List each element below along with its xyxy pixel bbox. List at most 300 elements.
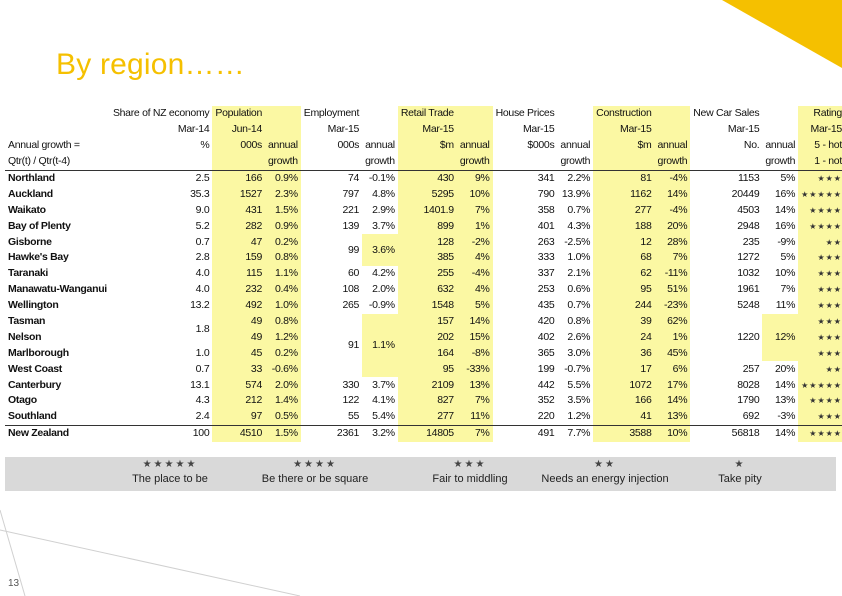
table-cell: 4% [457, 250, 493, 266]
table-cell: 1790 [737, 394, 760, 407]
legend-item [250, 457, 380, 485]
table-cell: 1% [457, 218, 493, 234]
table-cell: 20% [655, 218, 691, 234]
header-cell: Population [212, 106, 265, 122]
table-cell: 1548 [398, 298, 457, 314]
header-row [5, 138, 842, 154]
table-cell: -2% [457, 234, 493, 250]
table-cell: 3.6% [362, 234, 398, 266]
table-cell: 1401.9 [398, 202, 457, 218]
table-cell: 5.2 [195, 219, 210, 232]
table-cell: 16% [774, 219, 796, 232]
header-cell [457, 122, 493, 138]
table-cell: 253 [537, 283, 555, 296]
table-cell: 574 [212, 377, 265, 393]
table-cell: 166 [212, 170, 265, 186]
region-name: Canterbury [8, 378, 62, 391]
table-cell: 3.7% [372, 219, 395, 232]
table-row [5, 361, 842, 377]
header-cell [362, 106, 398, 122]
header-cell: Construction [593, 106, 654, 122]
table-cell: 20449 [731, 187, 760, 200]
header-cell: growth [762, 154, 798, 170]
table-cell: 5.4% [372, 410, 395, 423]
table-cell: 49 [212, 329, 265, 345]
region-name: Hawke's Bay [8, 251, 69, 264]
table-cell: 402 [537, 330, 555, 343]
table-cell: 14% [655, 186, 691, 202]
table-cell: 15% [457, 329, 493, 345]
table-cell: 11% [775, 299, 796, 312]
table-row [5, 202, 842, 218]
table-cell: 265 [342, 299, 360, 312]
table-cell: 81 [593, 170, 654, 186]
table-cell: 108 [342, 283, 360, 296]
table-cell: 13.9% [561, 187, 591, 200]
table-cell: 17 [593, 361, 654, 377]
table-cell: 115 [212, 266, 265, 282]
header-cell: growth [265, 154, 301, 170]
table-cell: 2.9% [372, 203, 395, 216]
table-row [5, 314, 842, 330]
table-cell: 13% [457, 377, 493, 393]
table-cell: 365 [537, 346, 555, 359]
table-cell: 5% [780, 251, 796, 264]
rating-stars: ★★★★ [798, 425, 842, 441]
table-cell: 1527 [212, 186, 265, 202]
header-cell [655, 122, 691, 138]
header-cell [457, 106, 493, 122]
rating-stars: ★★★★★ [798, 377, 842, 393]
header-row [5, 122, 842, 138]
header-cell: Qtr(t) / Qtr(t-4) [5, 154, 110, 170]
table-cell: 692 [742, 410, 760, 423]
table-cell: 0.9% [265, 170, 301, 186]
header-cell [655, 106, 691, 122]
header-cell [398, 154, 457, 170]
table-cell: 20% [774, 362, 796, 375]
table-row [5, 234, 842, 250]
table-cell: 420 [537, 315, 555, 328]
table-cell: 95 [593, 282, 654, 298]
table-cell: 13% [774, 394, 796, 407]
header-cell [265, 106, 301, 122]
table-cell: 244 [593, 298, 654, 314]
region-name: New Zealand [5, 425, 110, 441]
table-row [5, 266, 842, 282]
table-cell: 492 [212, 298, 265, 314]
table-row [5, 218, 842, 234]
rating-stars: ★★★ [798, 170, 842, 186]
table-cell: 1153 [737, 172, 760, 184]
rating-stars: ★★★ [798, 266, 842, 282]
table-cell: 36 [593, 345, 654, 361]
table-row [5, 393, 842, 409]
region-name: Wellington [8, 299, 59, 312]
table-cell: 0.8% [567, 315, 591, 328]
region-name: Northland [8, 172, 55, 184]
header-cell [301, 154, 362, 170]
rating-stars: ★★★★ [798, 393, 842, 409]
table-cell: 12% [762, 314, 798, 362]
table-cell: 4.2% [372, 267, 395, 280]
region-name: Tasman [8, 315, 46, 328]
legend-item [405, 457, 535, 485]
region-name: Gisborne [8, 235, 52, 248]
table-cell: 0.8% [265, 250, 301, 266]
table-cell: 277 [593, 202, 654, 218]
table-cell: -4% [655, 170, 691, 186]
region-table [5, 106, 842, 442]
table-cell: 337 [537, 267, 555, 280]
table-cell: 4503 [737, 203, 760, 216]
table-cell: 128 [398, 234, 457, 250]
header-cell: annual [457, 138, 493, 154]
header-cell: $m [593, 138, 654, 154]
table-cell: 1162 [593, 186, 654, 202]
header-cell: 1 - not [798, 154, 842, 170]
table-cell: 13% [655, 409, 691, 425]
header-cell: Mar-15 [398, 122, 457, 138]
header-cell: 5 - hot [798, 138, 842, 154]
table-cell: 1.4% [265, 393, 301, 409]
table-cell: -23% [655, 298, 691, 314]
table-cell: 221 [342, 203, 360, 216]
header-cell: Mar-15 [522, 123, 555, 136]
table-cell: 3.5% [567, 394, 591, 407]
table-cell: 442 [537, 378, 555, 391]
table-cell: 255 [398, 266, 457, 282]
table-cell: 9.0 [195, 203, 210, 216]
region-name: Bay of Plenty [8, 219, 71, 232]
region-name: Taranaki [8, 267, 49, 280]
table-cell: 5248 [737, 299, 760, 312]
header-cell [690, 154, 762, 170]
table-cell: 385 [398, 250, 457, 266]
table-cell: 341 [537, 172, 555, 184]
table-cell: 2.2% [567, 172, 591, 184]
table-cell: 91 [348, 338, 360, 351]
table-cell: -33% [457, 361, 493, 377]
rating-stars: ★★★ [798, 329, 842, 345]
table-cell: 257 [742, 362, 760, 375]
table-cell: 0.7% [567, 203, 591, 216]
table-cell: 5% [457, 298, 493, 314]
table-cell: 1.0% [567, 251, 591, 264]
table-cell: 13.2 [190, 299, 210, 312]
table-cell: 232 [212, 282, 265, 298]
table-cell: 35.3 [190, 187, 210, 200]
header-cell: growth [557, 154, 593, 170]
table-cell: -0.1% [368, 172, 395, 184]
header-cell: annual [655, 138, 691, 154]
header-cell: Retail Trade [398, 106, 457, 122]
table-cell: 14% [655, 393, 691, 409]
table-cell: 235 [742, 235, 760, 248]
rating-stars: ★★ [798, 234, 842, 250]
table-cell: 1220 [737, 330, 760, 343]
header-cell: annual [560, 139, 591, 152]
rating-stars: ★★★ [798, 250, 842, 266]
table-cell: 5.5% [567, 378, 591, 391]
table-cell: 1272 [737, 251, 760, 264]
table-cell: 4.0 [195, 267, 210, 280]
table-cell: 33 [212, 361, 265, 377]
table-cell: 14805 [398, 425, 457, 441]
table-cell: 55 [348, 410, 360, 423]
region-name: Auckland [8, 187, 53, 200]
table-cell: 49 [212, 314, 265, 330]
legend-text: Take pity [718, 473, 762, 485]
header-cell: Rating [798, 106, 842, 122]
header-cell: annual [765, 139, 796, 152]
rating-stars: ★★★★ [798, 218, 842, 234]
table-cell: 62% [655, 314, 691, 330]
legend-stars: ★ [734, 459, 746, 470]
rating-stars: ★★★★★ [798, 186, 842, 202]
table-cell: 122 [342, 394, 360, 407]
table-cell: 6% [655, 361, 691, 377]
table-cell: 41 [593, 409, 654, 425]
header-cell: % [200, 139, 210, 152]
table-cell: 10% [457, 186, 493, 202]
table-cell: 0.7 [195, 362, 210, 375]
table-cell: 16% [774, 187, 796, 200]
header-cell: 000s [212, 138, 265, 154]
table-cell: 159 [212, 250, 265, 266]
table-cell: 330 [342, 378, 360, 391]
table-cell: 164 [398, 345, 457, 361]
table-row [5, 425, 842, 441]
header-cell: annual [265, 138, 301, 154]
rating-stars: ★★★★ [798, 202, 842, 218]
table-cell: 282 [212, 218, 265, 234]
table-row [5, 250, 842, 266]
table-cell: -4% [457, 266, 493, 282]
table-cell: 68 [593, 250, 654, 266]
table-cell: 333 [537, 251, 555, 264]
table-cell: 0.6% [567, 283, 591, 296]
table-cell: 100 [110, 425, 212, 441]
header-cell: annual [365, 139, 395, 152]
table-cell: 39 [593, 314, 654, 330]
header-cell [362, 122, 398, 138]
table-cell: 1.2% [567, 410, 591, 423]
legend-item [530, 457, 680, 485]
table-cell: 790 [537, 187, 555, 200]
table-cell: 7.7% [557, 425, 593, 441]
region-name: West Coast [8, 362, 62, 375]
header-cell [557, 106, 593, 122]
table-cell: 4.1% [372, 394, 395, 407]
table-cell: 212 [212, 393, 265, 409]
table-cell: 9% [457, 170, 493, 186]
header-cell [762, 122, 798, 138]
table-cell: 1.0% [265, 298, 301, 314]
slide-title: By region…… [56, 48, 245, 81]
table-cell: 2109 [398, 377, 457, 393]
header-cell: $000s [527, 139, 555, 152]
table-cell: 2.1% [567, 267, 591, 280]
table-cell: 188 [593, 218, 654, 234]
table-cell: -3% [777, 410, 796, 423]
header-cell: House Prices [495, 107, 555, 120]
table-cell: 24 [593, 329, 654, 345]
legend-text: Fair to middling [432, 473, 508, 485]
table-cell: 47 [212, 234, 265, 250]
table-cell: 157 [398, 314, 457, 330]
table-cell: 430 [398, 170, 457, 186]
table-cell: 0.7% [567, 299, 591, 312]
region-name: Marlborough [8, 346, 69, 359]
table-cell: 491 [493, 425, 558, 441]
table-cell: -0.9% [368, 299, 395, 312]
header-cell: 000s [337, 139, 360, 152]
table-cell: 4.0 [195, 283, 210, 296]
header-cell [762, 106, 798, 122]
table-cell: 435 [537, 299, 555, 312]
header-cell: growth [457, 154, 493, 170]
header-cell: Mar-15 [798, 122, 842, 138]
table-cell: 14% [762, 425, 798, 441]
table-cell: 14% [457, 314, 493, 330]
table-cell: 1.2% [265, 329, 301, 345]
table-cell: 4.3 [195, 394, 210, 407]
table-cell: 10% [655, 425, 691, 441]
header-cell [110, 154, 212, 170]
table-cell: 3.0% [567, 346, 591, 359]
table-cell: 1.0 [195, 346, 210, 359]
table-row [5, 377, 842, 393]
table-cell: 5% [780, 172, 796, 184]
table-row [5, 186, 842, 202]
table-cell: 60 [348, 267, 360, 280]
header-row [5, 106, 842, 122]
table-cell: 28% [655, 234, 691, 250]
header-cell: $m [398, 138, 457, 154]
table-cell: 1% [655, 329, 691, 345]
table-cell: 10% [774, 267, 796, 280]
header-cell [5, 122, 110, 138]
table-cell: 0.9% [265, 218, 301, 234]
table-cell: 2.0% [265, 377, 301, 393]
legend-text: Be there or be square [261, 473, 369, 485]
header-cell: growth [362, 154, 398, 170]
table-cell: 0.5% [265, 409, 301, 425]
table-cell: 97 [212, 409, 265, 425]
header-cell [265, 122, 301, 138]
table-cell: 1.1% [362, 314, 398, 378]
header-cell [493, 154, 558, 170]
table-cell: 11% [457, 409, 493, 425]
table-cell: 0.2% [265, 234, 301, 250]
table-cell: 7% [457, 425, 493, 441]
table-cell: 263 [537, 235, 555, 248]
header-cell: Employment [303, 107, 360, 120]
legend-item [685, 457, 795, 485]
header-cell: Mar-15 [593, 122, 654, 138]
table-cell: 4510 [212, 425, 265, 441]
rating-stars: ★★★ [798, 345, 842, 361]
table-cell: 352 [537, 394, 555, 407]
table-cell: -9% [777, 235, 796, 248]
table-cell: 56818 [690, 425, 762, 441]
table-cell: 7% [655, 250, 691, 266]
region-name: Otago [8, 394, 37, 407]
table-cell: 7% [457, 393, 493, 409]
header-cell: No. [743, 139, 760, 152]
header-cell: growth [655, 154, 691, 170]
header-row [5, 154, 842, 170]
region-name: Manawatu-Wanganui [8, 283, 107, 296]
header-cell [5, 106, 110, 122]
table-cell: 0.2% [265, 345, 301, 361]
header-cell: Jun-14 [212, 122, 265, 138]
table-cell: 0.7 [195, 235, 210, 248]
table-cell: 202 [398, 329, 457, 345]
table-cell: 7% [457, 202, 493, 218]
table-cell: 1961 [737, 283, 760, 296]
table-cell: -4% [655, 202, 691, 218]
table-cell: 166 [593, 393, 654, 409]
rating-stars: ★★★ [798, 314, 842, 330]
table-cell: 139 [342, 219, 360, 232]
table-cell: 1072 [593, 377, 654, 393]
table-cell: 1.5% [265, 202, 301, 218]
table-cell: -8% [457, 345, 493, 361]
table-cell: 220 [537, 410, 555, 423]
table-cell: -2.5% [564, 235, 591, 248]
rating-stars: ★★★ [798, 409, 842, 425]
header-cell: Mar-15 [727, 123, 760, 136]
table-cell: 8028 [737, 378, 760, 391]
table-cell: 0.8% [265, 314, 301, 330]
table-cell: 7% [780, 283, 796, 296]
table-row [5, 409, 842, 425]
table-cell: 1032 [737, 267, 760, 280]
region-name: Southland [8, 410, 57, 423]
table-cell: 12 [593, 234, 654, 250]
table-cell: 827 [398, 393, 457, 409]
legend-text: The place to be [132, 473, 208, 485]
rating-legend [5, 457, 836, 491]
table-cell: 4% [457, 282, 493, 298]
header-cell: Annual growth = [8, 139, 80, 152]
table-row [5, 170, 842, 186]
legend-stars: ★★★★★ [142, 459, 198, 470]
table-cell: 358 [537, 203, 555, 216]
region-name: Nelson [8, 330, 42, 343]
header-cell: Mar-14 [177, 123, 210, 136]
legend-stars: ★★★ [453, 459, 487, 470]
table-cell: 2.3% [265, 186, 301, 202]
table-cell: 1.1% [265, 266, 301, 282]
table-cell: -0.6% [265, 361, 301, 377]
table-cell: 2.5 [195, 172, 210, 184]
table-cell: 1.8 [195, 322, 210, 335]
table-cell: -11% [655, 266, 691, 282]
table-cell: 632 [398, 282, 457, 298]
legend-stars: ★★ [594, 459, 616, 470]
region-name: Waikato [8, 203, 46, 216]
table-cell: 4.8% [372, 187, 395, 200]
table-cell: 2948 [737, 219, 760, 232]
header-cell: Share of NZ economy [112, 107, 210, 120]
legend-stars: ★★★★ [293, 459, 337, 470]
table-cell: 3.7% [372, 378, 395, 391]
table-cell: 13.1 [190, 378, 210, 391]
header-cell [212, 154, 265, 170]
